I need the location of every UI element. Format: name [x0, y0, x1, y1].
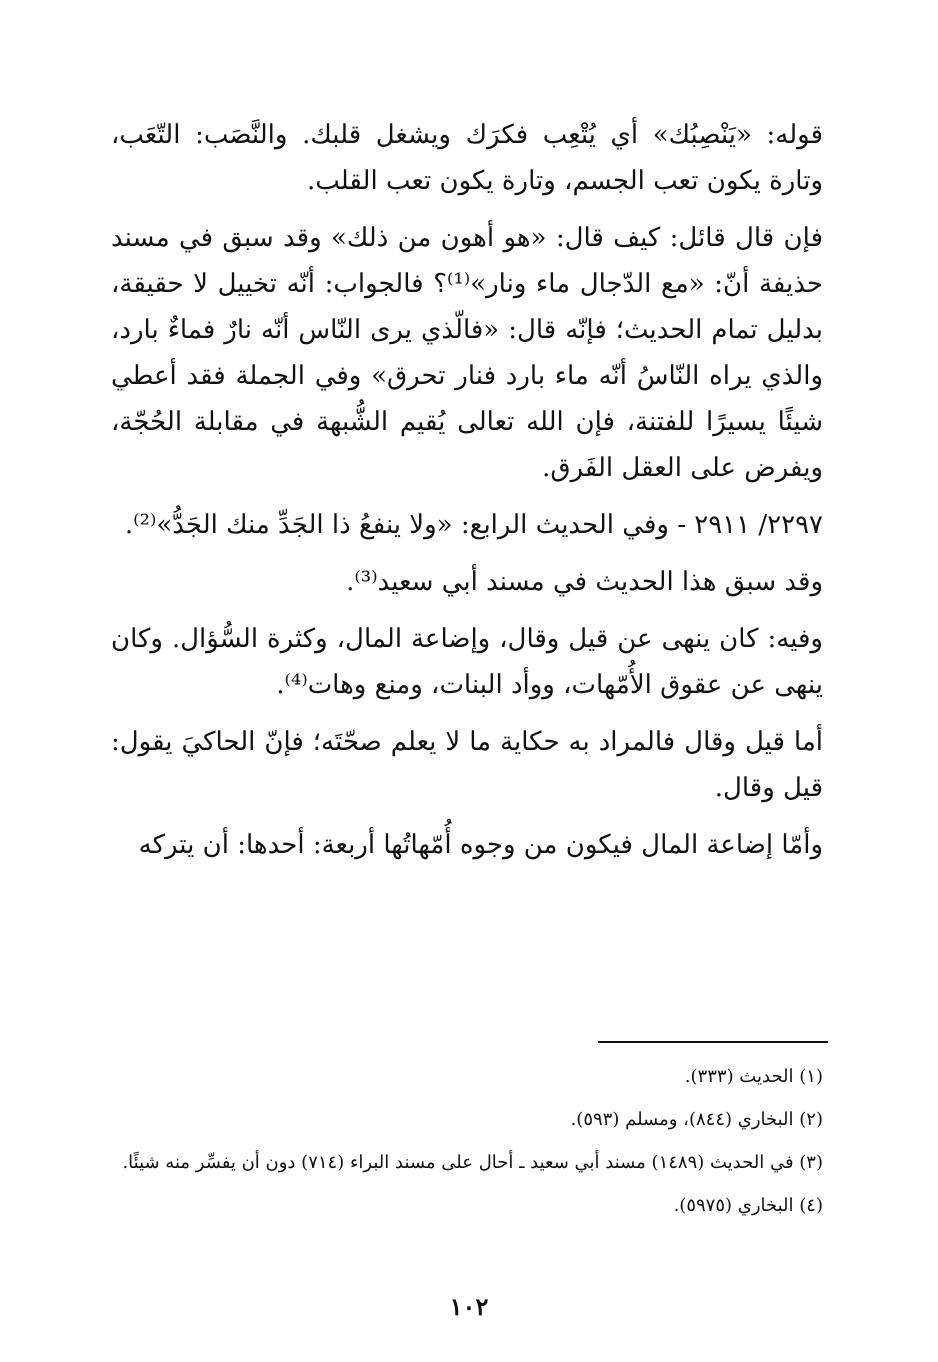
paragraph-3: وقد سبق هذا الحديث في مسند أبي سعيد⁽³⁾.: [346, 567, 823, 597]
footnotes: [111, 1058, 823, 1230]
paragraph-1: قوله: «يَنْصِبُك» أي يُتْعِب فكرَك ويشغل قلبك. والنَّصَب: التّعَب، وتارة يكون تعب الجسم، وتارة يكون تعب القلب.: [111, 120, 823, 196]
hadith-heading: ٢٢٩٧/ ٢٩١١ - وفي الحديث الرابع: «ولا ينفعُ ذا الجَدِّ منك الجَدُّ»⁽²⁾.: [124, 510, 823, 540]
page-number: ١٠٢: [449, 1292, 489, 1321]
footnote-separator: [598, 1041, 828, 1043]
main-text: [111, 112, 823, 879]
paragraph-2: فإن قال قائل: كيف قال: «هو أهون من ذلك» وقد سبق في مسند حذيفة أنّ: «مع الدّجال ماء ونار»⁽¹⁾؟ فالجواب: أنّه تخييل لا حقيقة، بدليل تمام الحديث؛ فإنّه قال: «فالّذي يرى النّاس أنّه نارٌ فماءٌ بارد، والذي يراه النّاسُ أنّه ماء بارد فنار تحرق» وفي الجملة فقد أعطي شيئًا يسيرًا للفتنة، فإن الله تعالى يُقيم الشُّبهة في مقابلة الحُجّة، ويفرض على العقل الفَرق.: [111, 223, 824, 483]
paragraph-4: وفيه: كان ينهى عن قيل وقال، وإضاعة المال، وكثرة السُّؤال. وكان ينهى عن عقوق الأُمّهات، ووأد البنات، ومنع وهات⁽⁴⁾.: [111, 624, 823, 700]
paragraph-5: أما قيل وقال فالمراد به حكاية ما لا يعلم صحّتَه؛ فإنّ الحاكيَ يقول: قيل وقال.: [111, 727, 823, 803]
footnote-1: (١) الحديث (٣٣٣).: [684, 1066, 823, 1087]
footnote-3: (٣) في الحديث (١٤٨٩) مسند أبي سعيد ـ أحال على مسند البراء (٧١٤) دون أن يفسِّر منه شيئًا.: [122, 1152, 823, 1173]
footnote-4: (٤) البخاري (٥٩٧٥).: [673, 1195, 823, 1216]
footnote-2: (٢) البخاري (٨٤٤)، ومسلم (٥٩٣).: [570, 1109, 823, 1130]
paragraph-6: وأمّا إضاعة المال فيكون من وجوه أُمّهاتُها أربعة: أحدها: أن يتركه: [138, 830, 823, 860]
